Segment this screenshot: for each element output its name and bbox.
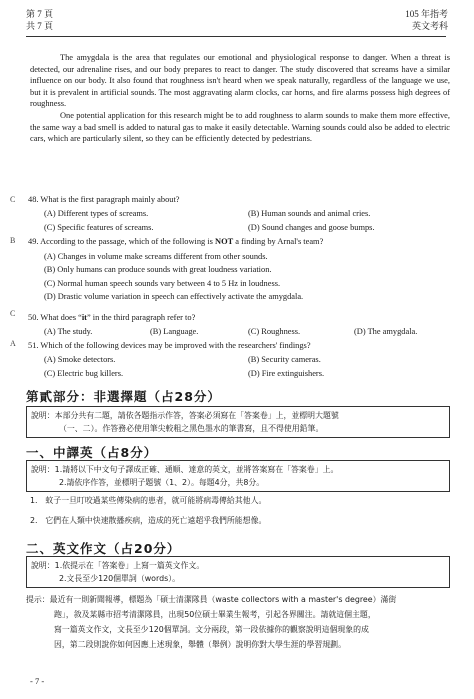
section1-title: 一、中譯英（占8分） — [26, 445, 158, 460]
question-stem: 50. What does “it” in the third paragraph refer to? — [28, 313, 196, 322]
option-b: (B) Human sounds and animal cries. — [248, 208, 371, 218]
option-a: (A) Different types of screams. — [44, 208, 149, 218]
translation-item-1: 1. 蚊子一旦叮咬過某些傳染病的患者，就可能將病毒傳給其他人。 — [30, 496, 267, 505]
section2-title: 二、英文作文（占20分） — [26, 541, 181, 556]
handwritten-answer: C — [10, 195, 16, 204]
question-stem: 49. According to the passage, which of the following is NOT a finding by Arnal's team? — [28, 237, 324, 246]
translation-item-2: 2. 它們在人類中快速散播疾病，造成的死亡遠超乎我們所能想像。 — [30, 516, 267, 525]
option-d: (D) Fire extinguishers. — [248, 368, 325, 378]
question-stem: 51. Which of the following devices may be improved with the researchers' findings? — [28, 341, 311, 350]
question-51 — [28, 340, 448, 384]
option-a: (A) The study. — [44, 326, 93, 336]
option-a: (A) Changes in volume make screams different from other sounds. — [44, 251, 268, 261]
option-d: (D) The amygdala. — [354, 326, 418, 336]
part2-instructions: 說明：本部分共有二題，請依各題指示作答，答案必須寫在「答案卷」上，並標明大題號 （一、二）。作答務必使用筆尖較粗之黑色墨水的筆書寫，且不得使用鉛筆。 — [26, 406, 450, 438]
section1-instructions: 說明：1.請將以下中文句子譯成正確、通順、達意的英文，並將答案寫在「答案卷」上。 2.請依序作答，並標明子題號（1、2）。每題4分，共8分。 — [26, 460, 450, 492]
question-stem: 48. What is the first paragraph mainly about? — [28, 195, 180, 204]
question-48 — [28, 194, 448, 238]
option-a: (A) Smoke detectors. — [44, 354, 116, 364]
option-c: (C) Roughness. — [248, 326, 301, 336]
essay-prompt: 提示：最近有一則新聞報導，標題為「碩士清潔隊員（waste collectors with a master's degree）滿街 跑」，敘及某縣市招考清潔隊員，出現50位碩士畢業生報考，引起各界關注。請就這個主題， 寫一篇英文作文，文長至少120個單詞。文分兩段，第一段依據你的觀察說明這個現象的成 因，第二段則說你如何因應上述現象，舉體（舉例）說明你對大學生涯的學習規劃。 — [26, 595, 397, 649]
handwritten-answer: A — [10, 339, 16, 348]
passage-paragraph: One potential application for this research might be to add roughness to alarm sounds to make them more effective, the same way a bad smell is added to natural gas to make it easily detectable. Warning sounds could also be added to electric cars, which are particularly silent, so they can be efficiently detected by pedestrians. — [30, 110, 450, 144]
option-b: (B) Security cameras. — [248, 354, 321, 364]
option-d: (D) Drastic volume variation in speech can effectively activate the amygdala. — [44, 292, 304, 302]
option-b: (B) Only humans can produce sounds with great loudness variation. — [44, 265, 272, 275]
passage-paragraph: The amygdala is the area that regulates our emotional and physiological response to danger. When a threat is detected, our adrenaline rises, and our body prepares to react to danger. The study discovered that screams have a similar influence on our body. It also found that roughness isn't heard when we speak naturally, regardless of the language we use, but it is prevalent in artificial sounds. The most aggravating alarm clocks, car horns, and fire alarms possess high degrees of roughness. — [30, 53, 450, 109]
part2-title: 第貳部分：非選擇題（占28分） — [26, 389, 221, 404]
option-c: (C) Electric bug killers. — [44, 368, 124, 378]
option-d: (D) Sound changes and goose bumps. — [248, 222, 375, 232]
option-c: (C) Specific features of screams. — [44, 222, 154, 232]
question-50 — [28, 312, 448, 340]
footer-page-number: - 7 - — [30, 676, 45, 686]
reading-passage — [30, 52, 450, 145]
subject-title: 英文考科 — [411, 21, 448, 31]
exam-title: 105 年指考 — [405, 9, 448, 19]
question-49 — [28, 236, 448, 304]
section2-instructions: 說明：1.依提示在「答案卷」上寫一篇英文作文。 2.文長至少120個單詞（words）。 — [26, 556, 450, 588]
header-rule — [26, 36, 446, 37]
handwritten-answer: C — [10, 309, 16, 318]
page-total: 共 7 頁 — [26, 21, 54, 31]
option-b: (B) Language. — [150, 326, 199, 336]
page-number: 第 7 頁 — [26, 9, 54, 19]
option-c: (C) Normal human speech sounds vary between 4 to 5 Hz in loudness. — [44, 278, 281, 288]
handwritten-answer: B — [10, 236, 16, 245]
